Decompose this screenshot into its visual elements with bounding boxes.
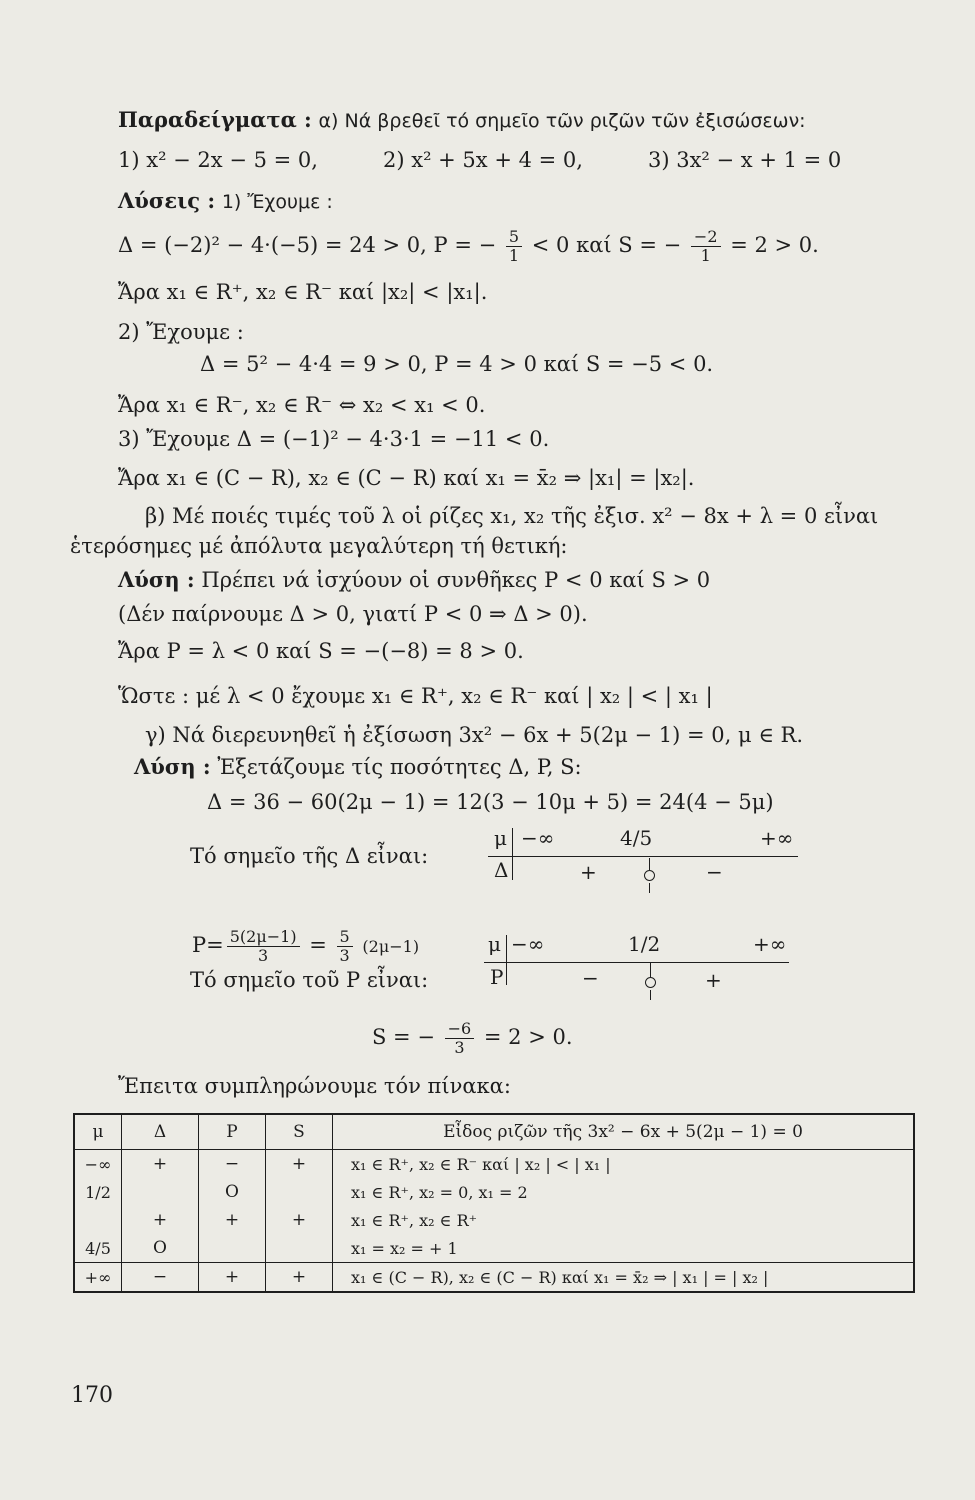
cell-delta: − (122, 1263, 199, 1293)
part-b-question-1: β) Μέ ποιές τιμές τοῦ λ οἱ ρίζες x₁, x₂ τῆς ἐξισ. x² − 8x + λ = 0 εἶναι (145, 504, 879, 528)
part-b-solution-1: Πρέπει νά ἰσχύουν οἱ συνθῆκες P < 0 καί S > 0 (201, 568, 711, 592)
p-sign-label: Τό σημεῖο τοῦ P εἶναι: (190, 968, 429, 992)
part-c-solution-heading: Λύση : (134, 754, 211, 779)
then-line: Ἔπειτα συμπληρώνουμε τόν πίνακα: (118, 1074, 511, 1098)
s-expression-num: −6 (445, 1020, 475, 1039)
delta-zero-marker (644, 870, 655, 881)
p-table-mu: μ (488, 932, 501, 956)
p-fraction-2 (337, 928, 353, 965)
cell-p: + (199, 1206, 266, 1234)
solution-1-line (118, 228, 819, 265)
delta-table-neg-inf: −∞ (521, 826, 555, 850)
results-table-header-row (74, 1114, 914, 1150)
header-p: P (199, 1114, 266, 1150)
cell-s: + (266, 1150, 333, 1179)
p-fraction-1 (227, 928, 300, 965)
p-suffix: (2μ−1) (362, 937, 420, 956)
p-fraction-1-num: 5(2μ−1) (227, 928, 300, 947)
p-table-vertical-rule (506, 935, 507, 985)
p-table-left-sign: − (582, 966, 599, 990)
cell-p: O (199, 1178, 266, 1206)
p-table-right-sign: + (705, 968, 722, 992)
p-denominator: 1 (508, 246, 520, 265)
cell-delta (122, 1178, 199, 1206)
p-table-root-tick (650, 963, 651, 977)
solution-1-part-a: Δ = (−2)² − 4·(−5) = 24 > 0, P = − (118, 233, 497, 257)
cell-mu (74, 1206, 122, 1234)
cell-root-type: x₁ ∈ R⁺, x₂ = 0, x₁ = 2 (333, 1178, 915, 1206)
cell-mu: 4/5 (74, 1234, 122, 1263)
solutions-line (118, 187, 333, 216)
solutions-heading: Λύσεις : (118, 188, 216, 213)
table-row (74, 1234, 914, 1263)
p-numerator: 5 (506, 228, 522, 247)
s-expression-den: 3 (454, 1038, 465, 1057)
solution-1-part-b: < 0 καί S = − (531, 233, 682, 257)
solution-1-part-c: = 2 > 0. (730, 233, 819, 257)
s-denominator: 1 (700, 246, 711, 265)
equation-1: 1) x² − 2x − 5 = 0, (118, 148, 318, 172)
delta-sign-label: Τό σημεῖο τῆς Δ εἶναι: (190, 844, 429, 868)
s-expression-fraction (445, 1020, 475, 1057)
cell-root-type: x₁ ∈ R⁺, x₂ ∈ R⁺ (333, 1206, 915, 1234)
part-c-solution-intro: Ἐξετάζουμε τίς ποσότητες Δ, P, S: (217, 755, 582, 779)
cell-root-type: x₁ ∈ R⁺, x₂ ∈ R⁻ καί | x₂ | < | x₁ | (333, 1150, 915, 1179)
page-number: 170 (71, 1383, 113, 1408)
delta-table-pos-inf: +∞ (760, 826, 794, 850)
delta-table-root-tick-lower (649, 883, 650, 893)
part-b-solution-3: Ἄρα P = λ < 0 καί S = −(−8) = 8 > 0. (118, 639, 524, 663)
cell-root-type: x₁ = x₂ = + 1 (333, 1234, 915, 1263)
p-table-root: 1/2 (628, 932, 661, 956)
delta-table-root-tick (649, 858, 650, 870)
delta-table-rule (488, 856, 798, 857)
part-b-solution-line (118, 566, 710, 594)
cell-delta: + (122, 1150, 199, 1179)
equation-2: 2) x² + 5x + 4 = 0, (383, 148, 583, 172)
solution-2-label: 2) Ἔχουμε : (118, 320, 244, 344)
p-table-p: P (490, 965, 504, 989)
part-a-question: α) Νά βρεθεῖ τό σημεῖο τῶν ριζῶν τῶν ἐξισώσεων: (318, 110, 806, 132)
cell-delta: + (122, 1206, 199, 1234)
p-fraction-2-num: 5 (337, 928, 353, 947)
delta-table-vertical-rule (512, 828, 513, 880)
cell-p (199, 1234, 266, 1263)
header-root-type: Εἶδος ριζῶν τῆς 3x² − 6x + 5(2μ − 1) = 0 (333, 1114, 915, 1150)
table-row (74, 1206, 914, 1234)
header-s: S (266, 1114, 333, 1150)
s-suffix: = 2 > 0. (483, 1025, 573, 1049)
p-expression (192, 928, 419, 965)
s-expression (372, 1020, 573, 1057)
results-table (73, 1113, 915, 1293)
solution-3-line: 3) Ἔχουμε Δ = (−1)² − 4·3·1 = −11 < 0. (118, 427, 550, 451)
p-table-pos-inf: +∞ (753, 932, 787, 956)
delta-table-root: 4/5 (620, 826, 653, 850)
table-row (74, 1178, 914, 1206)
delta-table-mu: μ (494, 826, 507, 850)
solution-2-result: Ἄρα x₁ ∈ R⁻, x₂ ∈ R⁻ ⇔ x₂ < x₁ < 0. (118, 393, 486, 417)
delta-table-delta: Δ (494, 858, 509, 882)
header-mu: μ (74, 1114, 122, 1150)
part-b-solution-2: (Δέν παίρνουμε Δ > 0, γιατί P < 0 ⇒ Δ > 0). (118, 602, 588, 626)
part-b-solution-4: Ὥστε : μέ λ < 0 ἔχουμε x₁ ∈ R⁺, x₂ ∈ R⁻ καί | x₂ | < | x₁ | (118, 684, 713, 708)
s-fraction (691, 228, 721, 265)
cell-p: + (199, 1263, 266, 1293)
cell-mu: −∞ (74, 1150, 122, 1179)
table-row (74, 1150, 914, 1179)
cell-s (266, 1178, 333, 1206)
p-fraction-2-den: 3 (339, 946, 350, 965)
p-prefix: P= (192, 933, 224, 957)
p-zero-marker (645, 977, 656, 988)
cell-mu: 1/2 (74, 1178, 122, 1206)
header-delta: Δ (122, 1114, 199, 1150)
solution-3-result: Ἄρα x₁ ∈ (C − R), x₂ ∈ (C − R) καί x₁ = x̄₂ ⇒ |x₁| = |x₂|. (118, 466, 695, 490)
p-fraction (506, 228, 522, 265)
solution-1-result: Ἄρα x₁ ∈ R⁺, x₂ ∈ R⁻ καί |x₂| < |x₁|. (118, 280, 488, 304)
cell-delta: O (122, 1234, 199, 1263)
p-table-root-tick-lower (650, 990, 651, 1000)
solution-1-label: 1) Ἔχουμε : (221, 191, 333, 213)
part-b-solution-heading: Λύση : (118, 567, 195, 592)
cell-s (266, 1234, 333, 1263)
delta-table-right-sign: − (706, 860, 723, 884)
p-fraction-1-den: 3 (258, 946, 269, 965)
delta-line: Δ = 36 − 60(2μ − 1) = 12(3 − 10μ + 5) = 24(4 − 5μ) (207, 790, 774, 814)
p-table-rule (484, 962, 789, 963)
s-prefix: S = − (372, 1025, 435, 1049)
part-b-question-2: ἑτερόσημες μέ ἀπόλυτα μεγαλύτερη τή θετική: (70, 534, 568, 558)
part-c-question: γ) Νά διερευνηθεῖ ἡ ἐξίσωση 3x² − 6x + 5(2μ − 1) = 0, μ ∈ R. (145, 723, 804, 747)
s-numerator: −2 (691, 228, 721, 247)
part-c-solution-line (134, 753, 582, 781)
p-equals: = (309, 933, 327, 957)
cell-s: + (266, 1263, 333, 1293)
cell-s: + (266, 1206, 333, 1234)
table-row (74, 1263, 914, 1293)
p-table-neg-inf: −∞ (511, 932, 545, 956)
solution-2-line: Δ = 5² − 4·4 = 9 > 0, P = 4 > 0 καί S = −5 < 0. (200, 352, 714, 376)
cell-root-type: x₁ ∈ (C − R), x₂ ∈ (C − R) καί x₁ = x̄₂ ⇒ | x₁ | = | x₂ | (333, 1263, 915, 1293)
examples-heading: Παραδείγματα : (118, 107, 312, 132)
equation-3: 3) 3x² − x + 1 = 0 (648, 148, 842, 172)
examples-line (118, 106, 806, 135)
cell-p: − (199, 1150, 266, 1179)
cell-mu: +∞ (74, 1263, 122, 1293)
delta-table-left-sign: + (580, 860, 597, 884)
